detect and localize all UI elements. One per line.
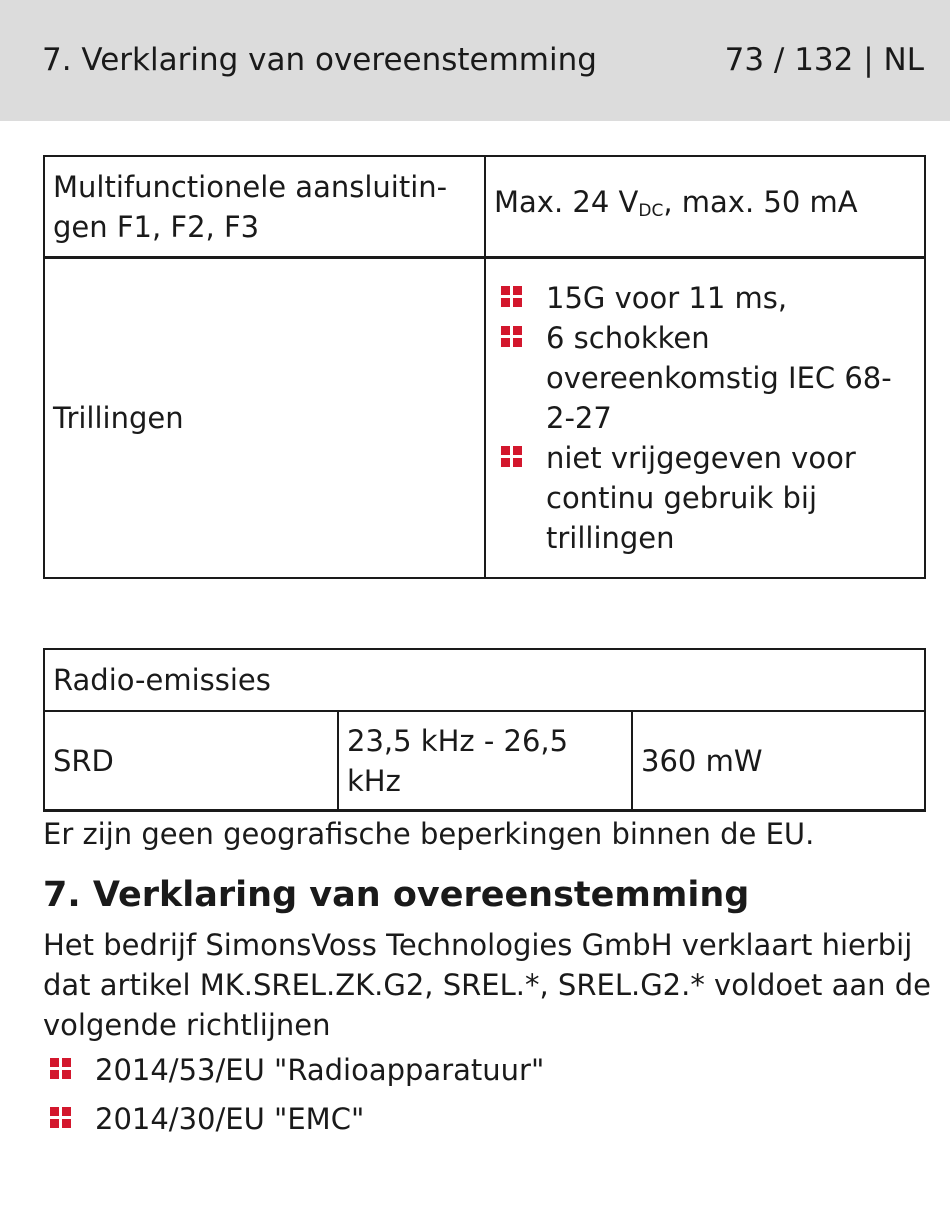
specifications-table	[43, 155, 926, 579]
four-square-bullet-icon	[50, 1058, 72, 1080]
list-item	[494, 438, 916, 558]
radio-emissions-table	[43, 648, 926, 812]
header-page-info: 73 / 132 | NL	[724, 42, 924, 78]
table-row	[44, 649, 925, 711]
vibration-bullet-list	[494, 278, 916, 558]
spec-value-prefix: Max. 24 V	[494, 185, 639, 219]
spec-value-vibration	[485, 258, 925, 579]
table-row	[44, 711, 925, 811]
radio-table-header: Radio-emissies	[44, 649, 925, 711]
four-square-bullet-icon	[501, 446, 523, 468]
directive-text: 2014/53/EU "Radioapparatuur"	[95, 1053, 545, 1087]
list-item-text: niet vrijgegeven voor continu gebruik bij trillingen	[546, 441, 856, 555]
section-heading: 7. Verklaring van overeenstemming	[43, 875, 750, 915]
four-square-bullet-icon	[501, 286, 523, 308]
list-item	[43, 1050, 544, 1090]
spec-label-vibration: Trillingen	[44, 258, 485, 579]
table-row	[44, 258, 925, 579]
spec-value-multifunction	[485, 156, 925, 258]
directives-list	[43, 1050, 544, 1148]
spec-label-text: Multifunctionele aansluitin-gen F1, F2, F3	[53, 169, 448, 244]
page-header	[0, 0, 950, 121]
radio-power-cell: 360 mW	[632, 711, 925, 811]
list-item	[494, 278, 916, 318]
list-item-text: 6 schokken overeenkomstig IEC 68-2-27	[546, 321, 892, 435]
header-title: 7. Verklaring van overeenstemming	[42, 42, 597, 78]
spec-label-multifunction	[44, 156, 485, 258]
spec-value-subscript: DC	[638, 201, 664, 221]
radio-type-cell: SRD	[44, 711, 338, 811]
list-item	[494, 318, 916, 438]
radio-frequency-cell: 23,5 kHz - 26,5 kHz	[338, 711, 632, 811]
four-square-bullet-icon	[50, 1107, 72, 1129]
geographic-note: Er zijn geen geografische beperkingen binnen de EU.	[43, 817, 815, 851]
list-item	[43, 1099, 544, 1139]
spec-value-suffix: , max. 50 mA	[663, 185, 858, 219]
list-item-text: 15G voor 11 ms,	[546, 281, 788, 315]
four-square-bullet-icon	[501, 326, 523, 348]
section-body-text: Het bedrijf SimonsVoss Technologies GmbH verklaart hierbij dat artikel MK.SREL.ZK.G2, SREL.*, SREL.G2.* voldoet aan de volgende richtlijnen	[43, 928, 931, 1042]
directive-text: 2014/30/EU "EMC"	[95, 1102, 365, 1136]
table-row	[44, 156, 925, 258]
